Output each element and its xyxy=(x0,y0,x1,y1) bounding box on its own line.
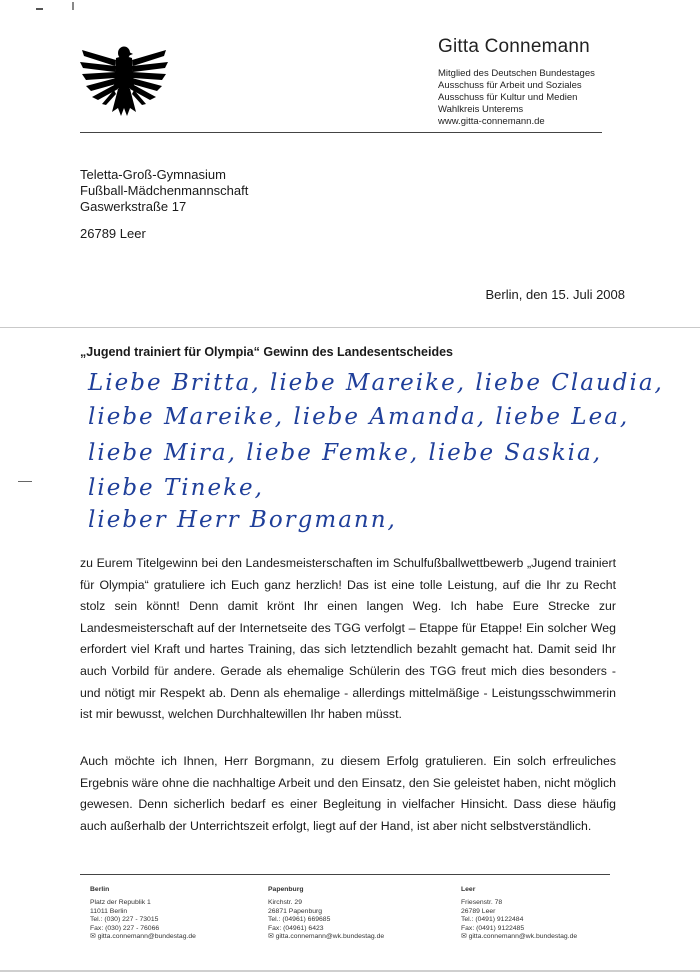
handwritten-salutation-line: Liebe Britta, liebe Mareike, liebe Claudia, xyxy=(88,370,664,396)
footer-phone: Tel.: (0491) 9122484 xyxy=(461,916,524,924)
body-paragraph-1: zu Eurem Titelgewinn bei den Landesmeisterschaften im Schulfußballwettbewerb „Jugend trainiert für Olympia“ gratuliere ich Euch ganz herzlich! Das ist eine tolle Leistung, auf die Ihr zu Recht stolz sein könnt! Denn damit krönt Ihr einen langen Weg. Ich habe Eure Strecke zur Landesmeisterschaft auf der Internetseite des TGG verfolgt – Etappe für Etappe! Ein solcher Weg erfordert viel Kraft und hartes Training, das sich letztendlich bezahlt gemacht hat. Damit seid Ihr auch Vorbild für andere. Gerade als ehemalige Schülerin des TGG freut mich dies besonders - und nötigt mir Respekt ab. Denn als ehemalige - allerdings mittelmäßige - Leistungsschwimmerin ist mir bewusst, welchen Durchhaltewillen Ihr haben müsst. xyxy=(80,556,616,722)
footer-email-link[interactable]: gitta.connemann@bundestag.de xyxy=(97,933,196,941)
sender-constituency: Wahlkreis Unterems xyxy=(438,104,524,115)
fold-mark xyxy=(0,327,700,328)
body-paragraph-2: Auch möchte ich Ihnen, Herr Borgmann, zu diesem Erfolg gratulieren. Ein solch erfreuliches Ergebnis wäre ohne die nachhaltige Arbeit und den Einsatz, den Sie geleistet haben, nicht möglich gewesen. Denn sicherlich bedarf es einer Begleitung in vielfacher Hinsicht. Dass diese häufig auch außerhalb der Unterrichtszeit erfolgt, liegt auf der Hand, ist aber nicht selbstverständlich. xyxy=(80,754,616,833)
footer-fax: Fax: (030) 227 - 76066 xyxy=(90,924,160,932)
handwritten-salutation-line: lieber Herr Borgmann, xyxy=(88,507,397,533)
footer-office-berlin xyxy=(90,886,196,941)
footer-zip: 26871 Papenburg xyxy=(268,907,323,915)
footer-office-papenburg xyxy=(268,886,384,941)
fold-mark xyxy=(18,481,32,482)
footer-email-row xyxy=(268,933,384,941)
footer-street: Platz der Republik 1 xyxy=(90,899,151,907)
letter-date: Berlin, den 15. Juli 2008 xyxy=(485,287,625,302)
footer-city: Berlin xyxy=(90,886,110,893)
sender-title: Mitglied des Deutschen Bundestages xyxy=(438,68,595,79)
handwritten-salutation-line: liebe Mira, liebe Femke, liebe Saskia, xyxy=(88,440,603,466)
envelope-icon: ✉ xyxy=(268,933,274,941)
footer-email-link[interactable]: gitta.connemann@wk.bundestag.de xyxy=(468,933,578,941)
letter-subject: „Jugend trainiert für Olympia“ Gewinn des Landesentscheides xyxy=(80,345,454,359)
footer-fax: Fax: (0491) 9122485 xyxy=(461,924,525,932)
envelope-icon: ✉ xyxy=(461,933,467,941)
sender-name: Gitta Connemann xyxy=(438,36,590,57)
footer-email-row xyxy=(90,933,196,941)
recipient-city: 26789 Leer xyxy=(80,226,146,241)
sender-committee-1: Ausschuss für Arbeit und Soziales xyxy=(438,80,582,91)
footer-street: Friesenstr. 78 xyxy=(461,899,503,907)
scan-mark xyxy=(36,8,43,10)
scan-mark xyxy=(72,2,74,10)
footer-phone: Tel.: (04961) 669685 xyxy=(268,916,331,924)
footer-phone: Tel.: (030) 227 - 73015 xyxy=(90,916,159,924)
sender-committee-2: Ausschuss für Kultur und Medien xyxy=(438,92,578,103)
footer-zip: 26789 Leer xyxy=(461,907,496,915)
footer-fax: Fax: (04961) 6423 xyxy=(268,924,324,932)
footer-city: Papenburg xyxy=(268,886,304,893)
recipient-team: Fußball-Mädchenmannschaft xyxy=(80,183,249,198)
footer-street: Kirchstr. 29 xyxy=(268,899,302,907)
envelope-icon: ✉ xyxy=(90,933,96,941)
footer-city: Leer xyxy=(461,886,476,893)
handwritten-salutation-line: liebe Tineke, xyxy=(88,475,264,501)
handwritten-salutation-line: liebe Mareike, liebe Amanda, liebe Lea, xyxy=(88,404,630,430)
footer-email-row xyxy=(461,933,577,941)
sender-website-link[interactable]: www.gitta-connemann.de xyxy=(438,116,545,127)
scan-bottom-edge xyxy=(0,970,700,972)
recipient-street: Gaswerkstraße 17 xyxy=(80,199,187,214)
footer-zip: 11011 Berlin xyxy=(90,907,128,915)
federal-eagle-icon xyxy=(78,42,170,120)
header-divider xyxy=(80,132,602,133)
recipient-school: Teletta-Groß-Gymnasium xyxy=(80,167,226,182)
footer-office-leer xyxy=(461,886,577,941)
footer-divider xyxy=(80,874,610,875)
footer-email-link[interactable]: gitta.connemann@wk.bundestag.de xyxy=(275,933,385,941)
